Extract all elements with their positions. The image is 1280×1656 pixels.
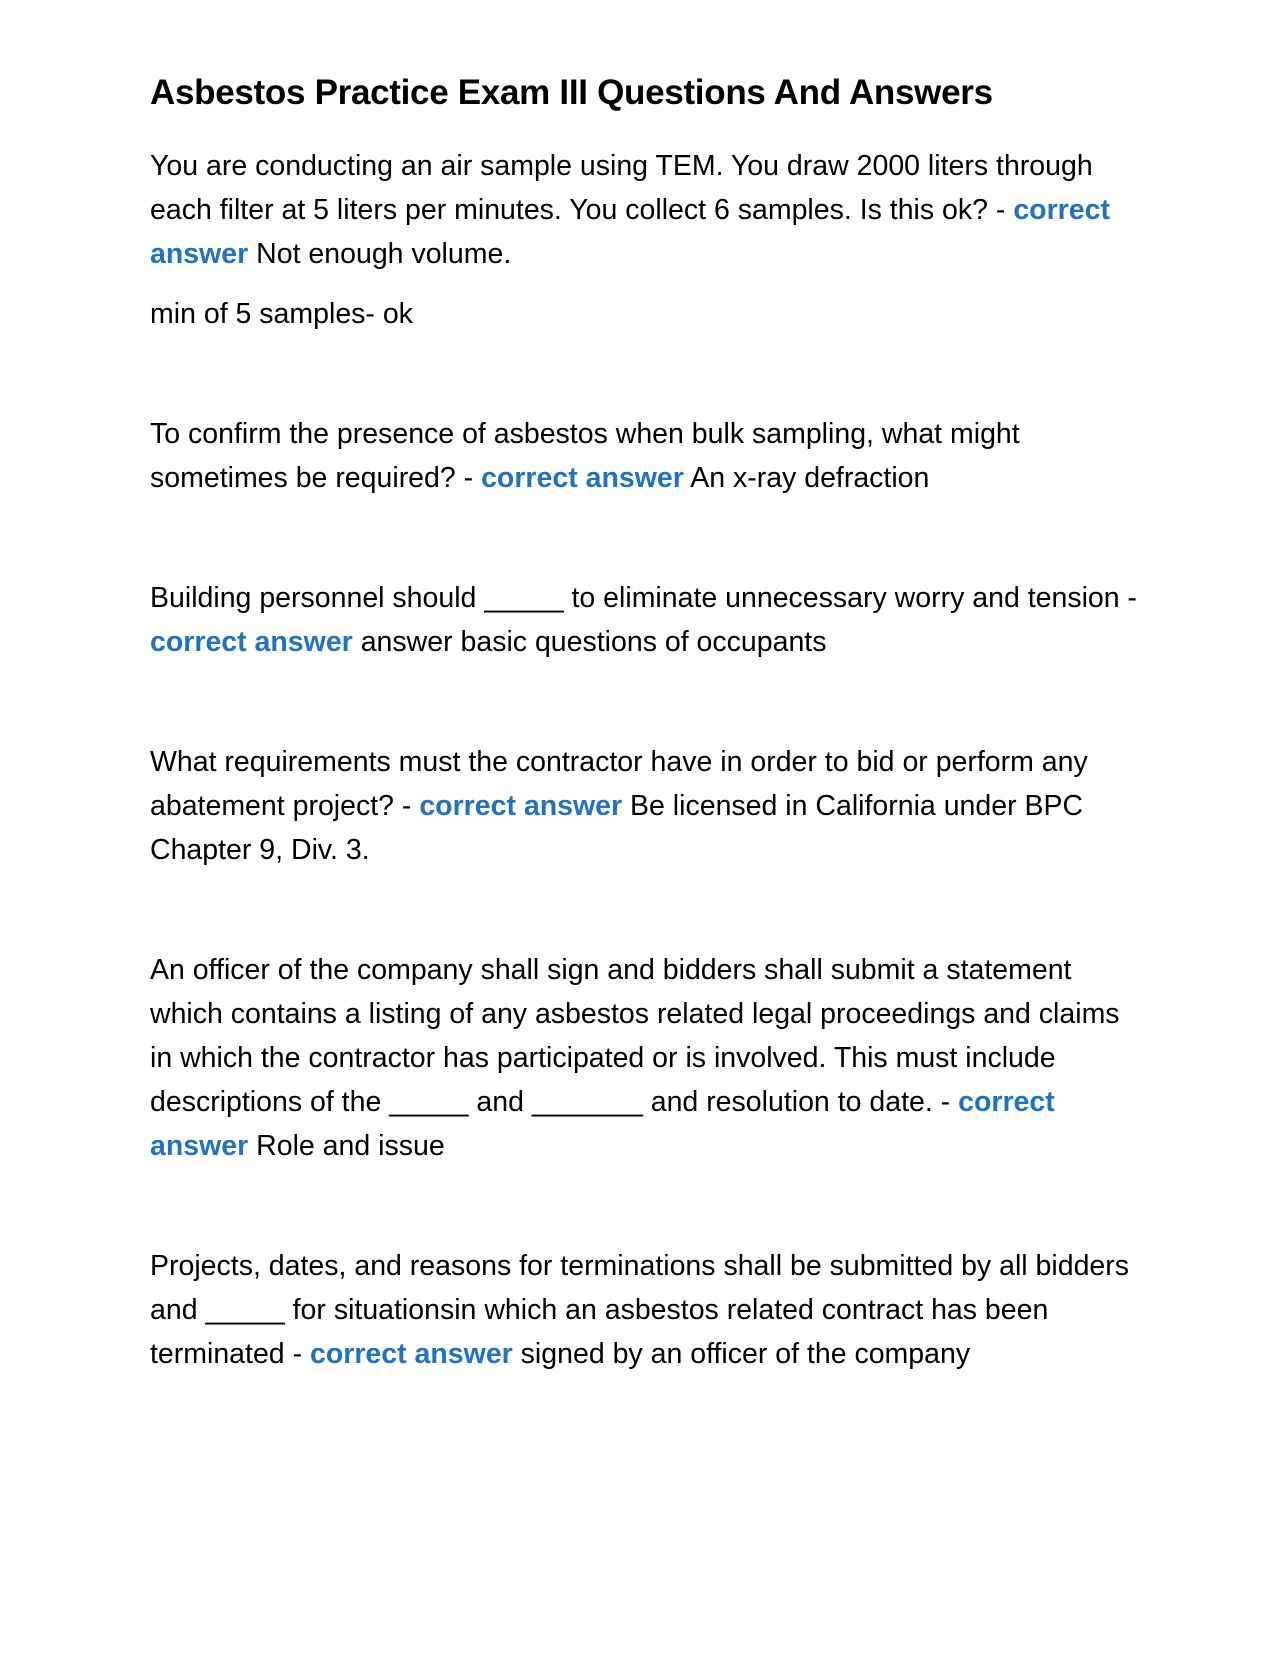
question-text: Projects, dates, and reasons for terminations shall be submitted by all bidders and _____ for situationsin which an asbestos related contract has been terminated - <box>150 1249 1130 1370</box>
qa-item <box>150 948 1140 1168</box>
answer-text: An x-ray defraction <box>683 461 930 494</box>
question-text: What requirements must the contractor have in order to bid or perform any abatement project? - <box>150 745 1088 822</box>
qa-item <box>150 740 1140 872</box>
qa-text <box>150 1244 1140 1376</box>
correct-answer-label: correct answer <box>419 789 623 822</box>
qa-item <box>150 412 1140 500</box>
qa-item <box>150 144 1140 336</box>
qa-text <box>150 144 1140 276</box>
answer-text: signed by an officer of the company <box>512 1337 971 1370</box>
question-text: An officer of the company shall sign and bidders shall submit a statement which contains a listing of any asbestos related legal proceedings and claims in which the contractor has participated or is involved. This must include descriptions of the _____ and _______ and resolution to date. - <box>150 953 1120 1118</box>
qa-text <box>150 740 1140 872</box>
correct-answer-label: correct answer <box>481 461 684 494</box>
qa-text <box>150 412 1140 500</box>
question-text: Building personnel should _____ to eliminate unnecessary worry and tension - <box>150 581 1138 614</box>
qa-item <box>150 576 1140 664</box>
question-text: You are conducting an air sample using TEM. You draw 2000 liters through each filter at 5 liters per minutes. You collect 6 samples. Is this ok? - <box>150 149 1093 226</box>
answer-note: min of 5 samples- ok <box>150 297 413 330</box>
answer-text: Be licensed in California under BPC Chapter 9, Div. 3. <box>150 789 1084 866</box>
answer-text: Not enough volume. <box>248 237 512 270</box>
qa-text <box>150 576 1140 664</box>
answer-text: answer basic questions of occupants <box>352 625 827 658</box>
document-page <box>150 70 1140 1452</box>
correct-answer-label: correct answer <box>150 1085 1055 1162</box>
page-title: Asbestos Practice Exam III Questions And Answers <box>150 73 993 112</box>
qa-text <box>150 948 1140 1168</box>
correct-answer-label: correct answer <box>150 625 353 658</box>
question-text: To confirm the presence of asbestos when bulk sampling, what might sometimes be required? - <box>150 417 1020 494</box>
correct-answer-label: correct answer <box>309 1337 513 1370</box>
qa-item <box>150 1244 1140 1376</box>
correct-answer-label: correct answer <box>150 193 1110 270</box>
answer-text: Role and issue <box>248 1129 445 1162</box>
